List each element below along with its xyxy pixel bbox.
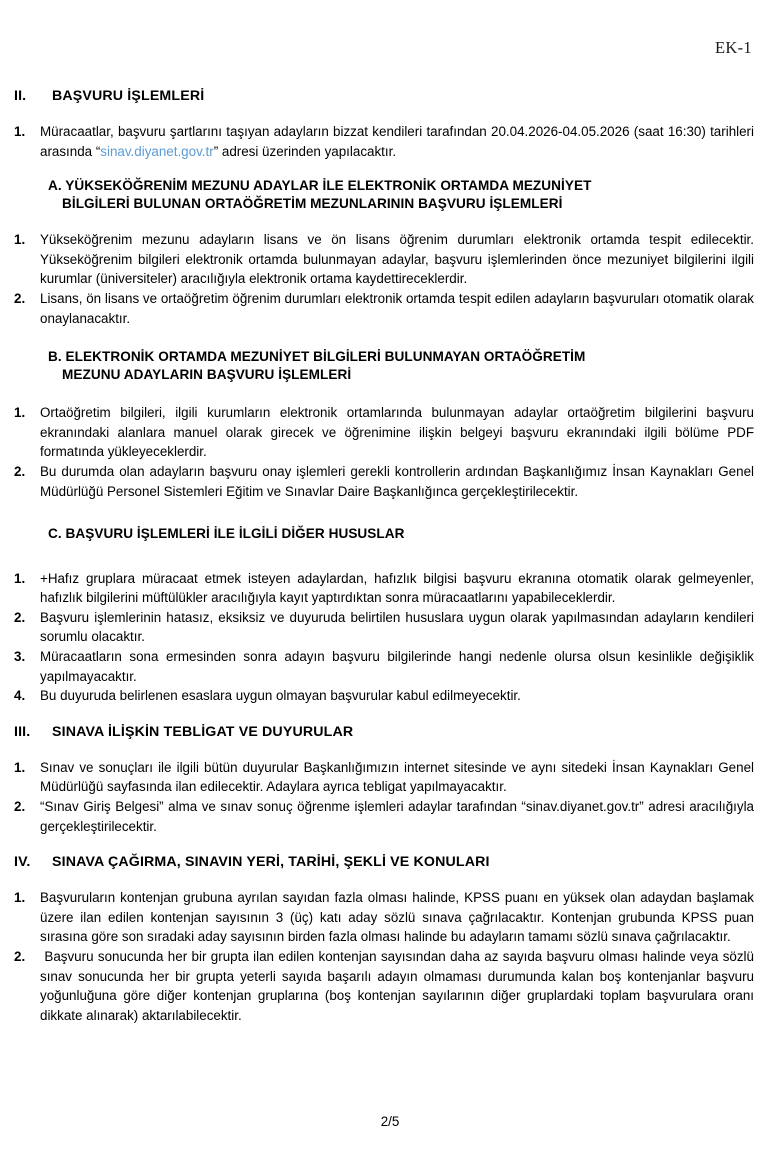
list-item-number: 2.: [14, 463, 26, 479]
list-item-number: 1.: [14, 232, 26, 248]
list-item: [14, 289, 758, 328]
subsection-c-heading-line1: C. BAŞVURU İŞLEMLERİ İLE İLGİLİ DİĞER HUSUSLAR: [48, 526, 405, 542]
list-item-text-post: ” adresi üzerinden yapılacaktır.: [213, 143, 397, 159]
list-item-number: 3.: [14, 649, 26, 664]
section-heading-iv: [14, 854, 754, 870]
list-item-text: Bu duyuruda belirlenen esaslara uygun olmayan başvurular kabul edilmeyecektir.: [40, 688, 521, 704]
section-ii-list: [14, 122, 758, 161]
list-item-text: [40, 122, 758, 161]
list-item-text: Başvuru işlemlerinin hatasız, eksiksiz ve duyuruda belirtilen hususlara uygun olarak yapılmasından adayların kendileri sorumlu olacaktır.: [40, 609, 758, 645]
spacer: [14, 383, 754, 403]
list-item-text: Lisans, ön lisans ve ortaöğretim öğrenim durumları elektronik ortamda tespit edilen adayların başvuruları otomatik olarak onaylanacaktır.: [40, 290, 758, 326]
sinav-diyanet-link[interactable]: sinav.diyanet.gov.tr: [100, 143, 214, 159]
list-item-number: 2.: [14, 798, 26, 814]
list-item-text: Başvuru sonucunda her bir grupta ilan edilen kontenjan sayısından daha az sayıda başvuru olması halinde veya sözlü sınav sonucunda her bir grupta yeterli sayıda başarılı adayın olmaması durumunda kalan boş kontenjanlar başvuru yoğunluğuna göre diğer kontenjan gruplarına (boş kontenjan sayılarının diğer gruplardaki toplam başvurulara oranı dikkate alınarak) aktarılabilecektir.: [40, 948, 758, 1023]
spacer: [14, 543, 754, 569]
list-item: [14, 888, 758, 947]
spacer: [14, 740, 754, 758]
list-item-text: Bu durumda olan adayların başvuru onay işlemleri gerekli kontrollerin ardından Başkanlığımız İnsan Kaynakları Genel Müdürlüğü Personel Sistemleri Eğitim ve Sınavlar Daire Başkanlığınca gerçekleştirilecektir.: [40, 463, 758, 499]
list-item: [14, 608, 758, 647]
list-item-text: Sınav ve sonuçları ile ilgili bütün duyurular Başkanlığımızın internet sitesinde ve aynı sitedeki İnsan Kaynakları Genel Müdürlüğü sayfasında ilan edilecektir. Adaylara ayrıca tebligat yapılmayacaktır.: [40, 759, 758, 795]
list-item: [14, 647, 758, 686]
document-body: [14, 88, 758, 1025]
subsection-b-heading-line1: B. ELEKTRONİK ORTAMDA MEZUNİYET BİLGİLERİ BULUNMAYAN ORTAÖĞRETİM: [48, 349, 586, 365]
subsection-b-heading: [48, 348, 754, 383]
section-iv-list: [14, 888, 758, 1025]
spacer: [14, 161, 754, 177]
list-item-text: Müracaatların sona ermesinden sonra adayın başvuru bilgilerinde hangi nedenle olursa olsun kesinlikle değişiklik yapılmayacaktır.: [40, 649, 758, 684]
list-item-number: 4.: [14, 688, 26, 704]
spacer: [14, 836, 754, 854]
section-iii-title: SINAVA İLİŞKİN TEBLİGAT VE DUYURULAR: [52, 723, 354, 740]
section-iv-title: SINAVA ÇAĞIRMA, SINAVIN YERİ, TARİHİ, ŞEKLİ VE KONULARI: [52, 854, 490, 871]
list-item-text-pre: Müracaatlar, başvuru şartlarını taşıyan adayların bizzat kendileri tarafından 20.04.2026-04.05.2026 (saat 16:30) tarihleri arasında “: [40, 124, 758, 159]
list-item: [14, 797, 758, 836]
section-ii-title: BAŞVURU İŞLEMLERİ: [52, 88, 205, 104]
subsection-a-heading-line1: A. YÜKSEKÖĞRENİM MEZUNU ADAYLAR İLE ELEKTRONİK ORTAMDA MEZUNİYET: [48, 178, 592, 194]
list-item-number: 1.: [14, 759, 26, 775]
section-ii-numeral: II.: [14, 88, 27, 104]
spacer: [14, 501, 754, 525]
list-item-number: 2.: [14, 948, 26, 964]
list-item-number: 2.: [14, 609, 26, 625]
list-item: [14, 947, 758, 1025]
list-item-text: “Sınav Giriş Belgesi” alma ve sınav sonuç öğrenme işlemleri adaylar tarafından “sinav.diyanet.gov.tr” adresi aracılığıyla gerçekleştirilecektir.: [40, 798, 758, 834]
list-item-number: 1.: [14, 405, 26, 421]
list-item-text: +Hafız gruplara müracaat etmek isteyen adaylardan, hafızlık bilgisi başvuru ekranına otomatik olarak gelmeyenler, hafızlık bilgilerini müftülükler aracılığıyla kayıt yaptırdıktan sonra müracaatlarını yapabileceklerdir.: [40, 570, 758, 606]
list-item-number: 1.: [14, 890, 26, 906]
section-heading-iii: [14, 724, 754, 740]
subsection-b-list: [14, 403, 758, 501]
list-item: [14, 230, 758, 289]
list-item: [14, 462, 758, 501]
spacer: [14, 328, 754, 348]
section-iii-list: [14, 758, 758, 836]
document-annex-label: EK-1: [715, 38, 752, 57]
section-heading-ii: [14, 88, 754, 104]
subsection-a-heading-line2: BİLGİLERİ BULUNAN ORTAÖĞRETİM MEZUNLARININ BAŞVURU İŞLEMLERİ: [62, 195, 563, 211]
subsection-c-heading: [48, 525, 754, 543]
spacer: [14, 706, 754, 724]
list-item-text: Ortaöğretim bilgileri, ilgili kurumların elektronik ortamlarında bulunmayan adaylar ortaöğretim bilgilerini başvuru ekranındaki alanlara manuel olarak girecek ve öğrenimine ilişkin belgeyi başvuru ekranındaki ilgili bölüme PDF formatında yükleyeceklerdir.: [40, 405, 758, 460]
list-item: [14, 758, 758, 797]
list-item: [14, 122, 758, 161]
list-item-number: 1.: [14, 124, 26, 139]
list-item: [14, 569, 758, 608]
subsection-a-heading: [48, 177, 754, 212]
list-item: [14, 686, 754, 706]
list-item-text: Yükseköğrenim mezunu adayların lisans ve ön lisans öğrenim durumları elektronik ortamda tespit edilecektir. Yükseköğrenim bilgileri elektronik ortamda bulunmayan adaylar, başvuru işlemlerinden önce mezuniyet bilgilerini ilgili kurumlar (üniversiteler) aracılığıyla elektronik ortama kaydettireceklerdir.: [40, 232, 758, 287]
page-number-footer: 2/5: [380, 1114, 400, 1129]
section-iii-numeral: III.: [14, 723, 31, 740]
list-item-number: 2.: [14, 290, 26, 306]
section-iv-numeral: IV.: [14, 854, 31, 871]
spacer: [14, 212, 754, 230]
subsection-c-list: [14, 569, 758, 706]
spacer: [14, 870, 754, 888]
list-item-text: Başvuruların kontenjan grubuna ayrılan sayıdan fazla olması halinde, KPSS puanı en yüksek olan adaydan başlamak üzere ilan edilen kontenjan sayısının 3 (üç) katı aday sözlü sınava çağrılacaktır. Kontenjan grubunda KPSS puan sırasına göre son sıradaki aday sayısının birden fazla olması halinde bu adayların tamamı sözlü sınava çağrılacaktır.: [40, 890, 758, 945]
spacer: [14, 104, 754, 122]
list-item: [14, 403, 758, 462]
subsection-a-list: [14, 230, 758, 328]
subsection-b-heading-line2: MEZUNU ADAYLARIN BAŞVURU İŞLEMLERİ: [62, 366, 352, 382]
list-item-number: 1.: [14, 570, 26, 586]
